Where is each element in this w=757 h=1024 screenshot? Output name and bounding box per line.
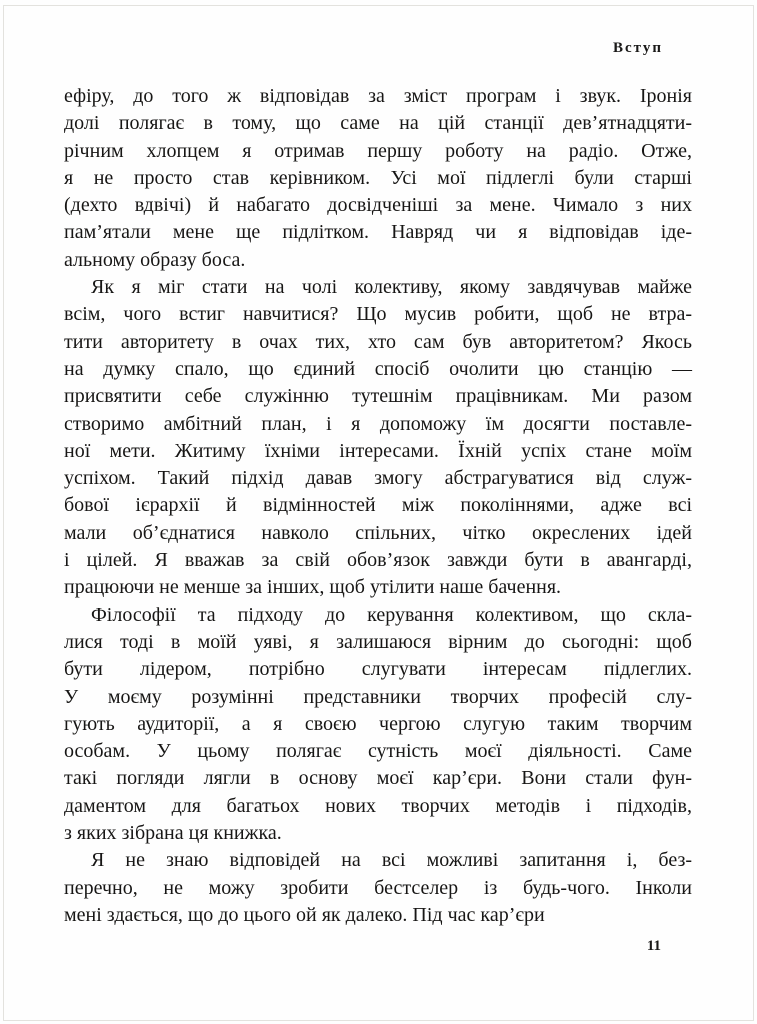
text-line: я не просто став керівником. Усі мої підлеглі були старші (64, 166, 692, 189)
text-line: мали об’єднатися навколо спільних, чітко окреслених ідей (64, 521, 692, 544)
text-line: Філософії та підходу до керування колективом, що скла- (91, 603, 692, 626)
text-line: присвятити себе служінню тутешнім працівникам. Ми разом (64, 385, 692, 408)
text-line: особам. У цьому полягає сутність моєї діяльності. Саме (64, 740, 692, 763)
paragraph (64, 83, 692, 274)
running-head: Вступ (613, 40, 663, 56)
paragraph (64, 847, 692, 929)
text-line: Я не знаю відповідей на всі можливі запитання і, без- (91, 849, 692, 872)
text-line: з яких зібрана ця книжка. (64, 822, 282, 845)
text-line: Як я міг стати на чолі колективу, якому завдячував майже (91, 276, 692, 299)
text-line: всім, чого встиг навчитися? Що мусив робити, щоб не втра- (64, 303, 692, 326)
text-line: гують аудиторії, а я своєю чергою слугую таким творчим (64, 712, 692, 735)
text-line: успіхом. Такий підхід давав змогу абстрагуватися від служ- (64, 467, 692, 490)
text-line: альному образу боса. (64, 248, 246, 271)
text-line: У моєму розумінні представники творчих професій слу- (64, 685, 692, 708)
text-line: створимо амбітний план, і я допоможу їм досягти поставле- (64, 412, 692, 435)
text-line: даментом для багатьох нових творчих методів і підходів, (64, 794, 692, 817)
text-line: ної мети. Житиму їхніми інтересами. Їхній успіх стане моїм (64, 439, 692, 462)
body-text (64, 83, 692, 929)
text-line: працюючи не менше за інших, щоб утілити наше бачення. (64, 576, 562, 599)
text-line: пам’ятали мене ще підлітком. Навряд чи я відповідав іде- (64, 221, 692, 244)
paragraph (64, 602, 692, 848)
text-line: долі полягає в тому, що саме на цій станції дев’ятнадцяти- (64, 112, 692, 135)
paragraph (64, 274, 692, 602)
text-line: мені здається, що до цього ой як далеко. Під час кар’єри (64, 903, 545, 926)
text-line: бової ієрархії й відмінностей між поколіннями, адже всі (64, 494, 692, 517)
text-line: на думку спало, що єдиний спосіб очолити цю станцію — (64, 357, 692, 380)
text-line: ефіру, до того ж відповідав за зміст програм і звук. Іронія (64, 85, 692, 107)
page-number: 11 (646, 938, 661, 954)
text-line: лися тоді в моїй уяві, я залишаюся вірним до сьогодні: щоб (64, 630, 692, 653)
text-line: (дехто вдвічі) й набагато досвідченіші за мене. Чимало з них (64, 194, 692, 217)
text-line: бути лідером, потрібно слугувати інтересам підлеглих. (64, 658, 692, 681)
text-line: і цілей. Я вважав за свій обов’язок завжди бути в авангарді, (64, 549, 692, 572)
text-line: річним хлопцем я отримав першу роботу на радіо. Отже, (64, 139, 692, 162)
text-line: тити авторитету в очах тих, хто сам був авторитетом? Якось (64, 330, 692, 353)
text-line: перечно, не можу зробити бестселер із будь-чого. Інколи (64, 876, 692, 899)
text-line: такі погляди лягли в основу моєї кар’єри. Вони стали фун- (64, 767, 692, 790)
